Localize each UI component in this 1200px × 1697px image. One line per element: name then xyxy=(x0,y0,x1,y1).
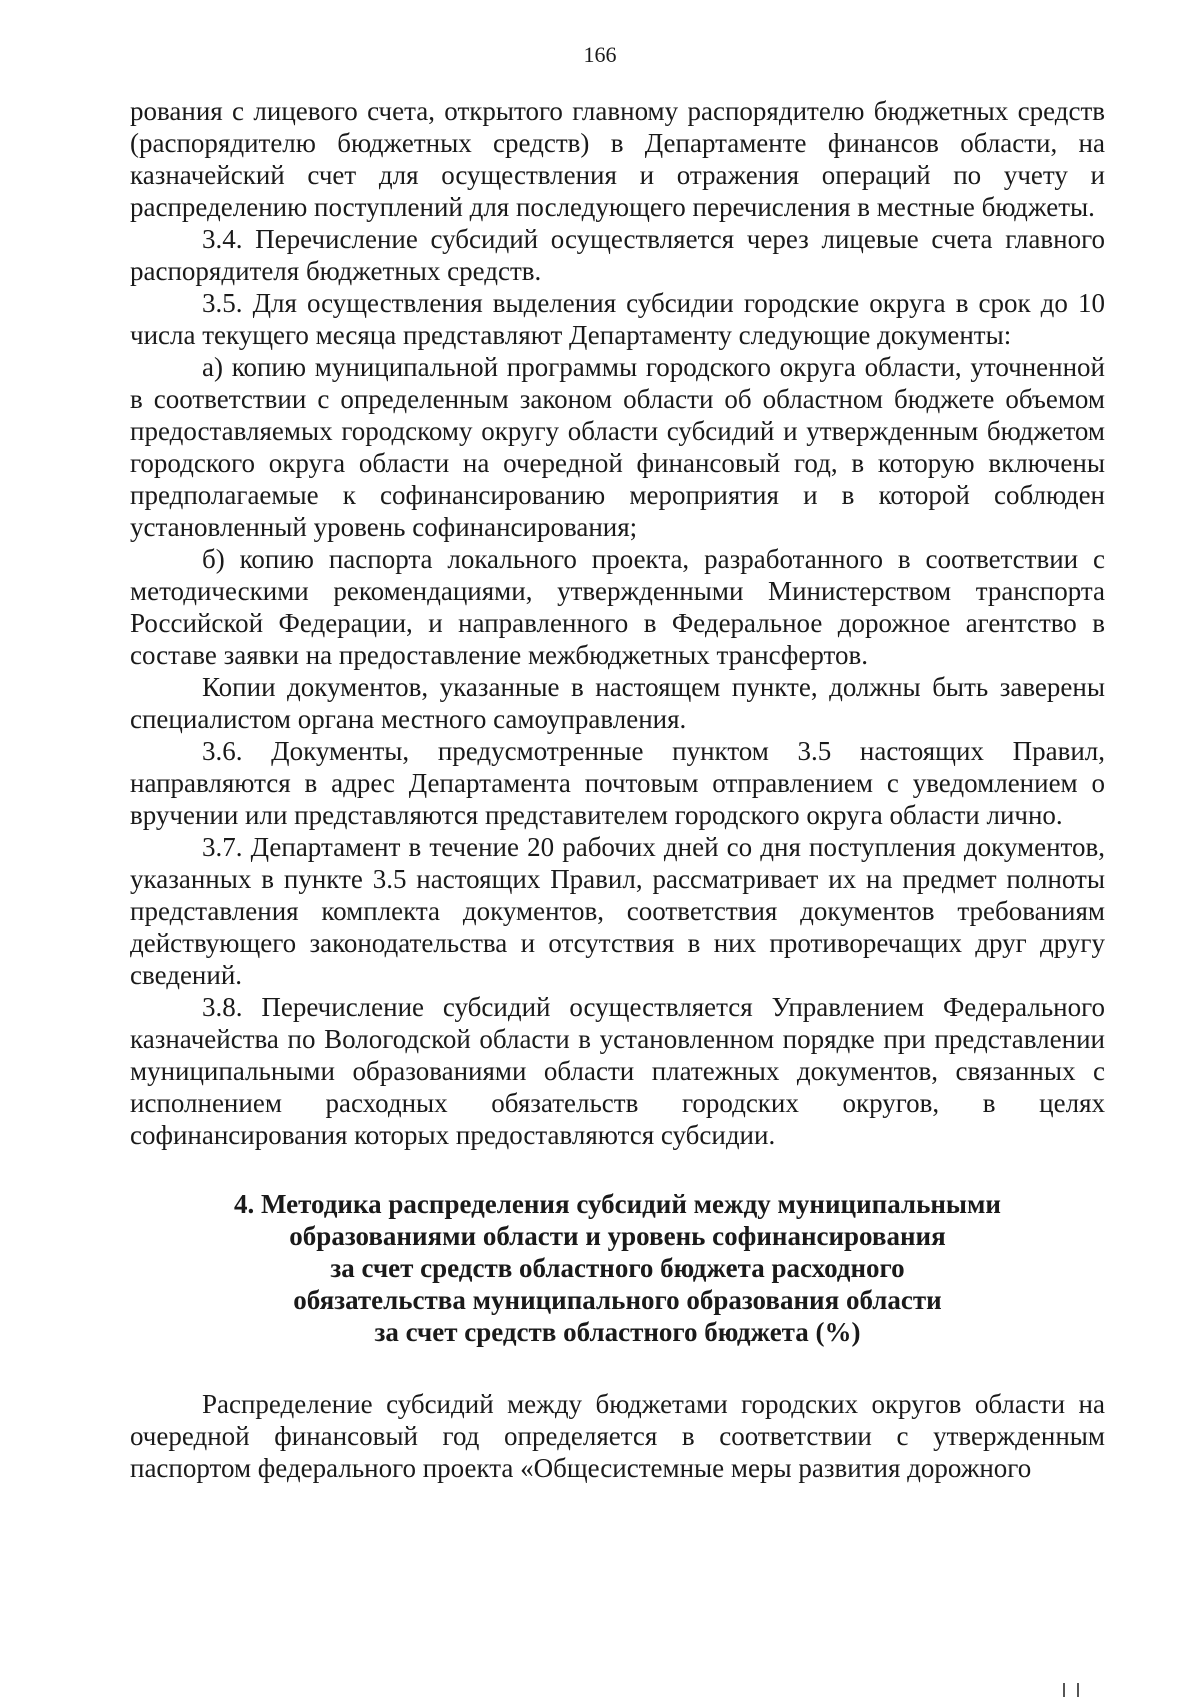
heading-line: 4. Методика распределения субсидий между муниципальными xyxy=(234,1189,1001,1219)
page-number: 166 xyxy=(583,42,617,67)
paragraph-copies-note: Копии документов, указанные в настоящем пункте, должны быть заверены специалистом органа местного самоуправления. xyxy=(130,672,1105,734)
document-body xyxy=(130,95,1105,1484)
heading-line: образованиями области и уровень софинансирования xyxy=(289,1221,946,1251)
paragraph-continuation: рования с лицевого счета, открытого главному распорядителю бюджетных средств (распорядителю бюджетных средств) в Департаменте финансов области, на казначейский счет для осуществления и отражения операций по учету и распределению поступлений для последующего перечисления в местные бюджеты. xyxy=(130,96,1105,222)
heading-line: за счет средств областного бюджета расходного xyxy=(330,1253,905,1283)
paragraph-3-5: 3.5. Для осуществления выделения субсидии городские округа в срок до 10 числа текущего месяца представляют Департаменту следующие документы: xyxy=(130,288,1105,350)
paragraph-3-7: 3.7. Департамент в течение 20 рабочих дней со дня поступления документов, указанных в пункте 3.5 настоящих Правил, рассматривает их на предмет полноты представления комплекта документов, соответствия документов требованиям действующего законодательства и отсутствия в них противоречащих друг другу сведений. xyxy=(130,832,1105,990)
paragraph-3-4: 3.4. Перечисление субсидий осуществляется через лицевые счета главного распорядителя бюджетных средств. xyxy=(130,224,1105,286)
heading-line: обязательства муниципального образования области xyxy=(293,1285,942,1315)
paragraph-distribution: Распределение субсидий между бюджетами городских округов области на очередной финансовый год определяется в соответствии с утвержденным паспортом федерального проекта «Общесистемные меры развития дорожного xyxy=(130,1389,1105,1483)
paragraph-3-6: 3.6. Документы, предусмотренные пунктом 3.5 настоящих Правил, направляются в адрес Департамента почтовым отправлением с уведомлением о вручении или представляются представителем городского округа области лично. xyxy=(130,736,1105,830)
scan-edge-marks xyxy=(1055,1675,1095,1697)
heading-line: за счет средств областного бюджета (%) xyxy=(374,1317,861,1347)
paragraph-3-8: 3.8. Перечисление субсидий осуществляется Управлением Федерального казначейства по Вологодской области в установленном порядке при представлении муниципальными образованиями области платежных документов, связанных с исполнением расходных обязательств городских округов, в целях софинансирования которых предоставляются субсидии. xyxy=(130,992,1105,1150)
paragraph-3-5-a: а) копию муниципальной программы городского округа области, уточненной в соответствии с определенным законом области об областном бюджете объемом предоставляемых городскому округу области субсидий и утвержденным бюджетом городского округа области на очередной финансовый год, в которую включены предполагаемые к софинансированию мероприятия и в которой соблюден установленный уровень софинансирования; xyxy=(130,352,1105,542)
section-4-heading xyxy=(130,1188,1105,1348)
paragraph-3-5-b: б) копию паспорта локального проекта, разработанного в соответствии с методическими рекомендациями, утвержденными Министерством транспорта Российской Федерации, и направленного в Федеральное дорожное агентство в составе заявки на предоставление межбюджетных трансфертов. xyxy=(130,544,1105,670)
